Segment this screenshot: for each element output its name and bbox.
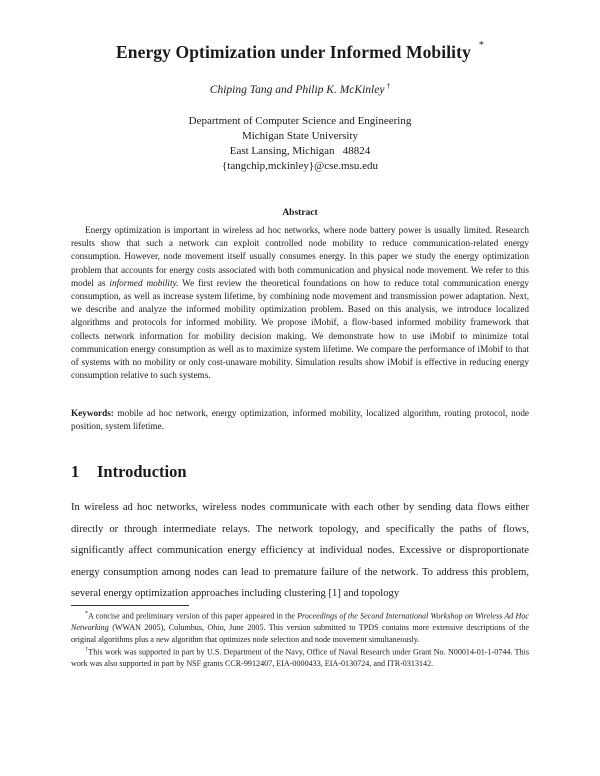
affiliation-block: [0, 114, 600, 174]
footnote-2: [71, 645, 529, 670]
abstract-emphasis: informed mobility.: [109, 277, 179, 288]
introduction-paragraph: In wireless ad hoc networks, wireless nodes communicate with each other by sending data flows either directly or through intermediate relays. The network topology, and specifically the paths of flows, significantly affect communication energy efficiency at individual nodes. Excessive or disproportionate energy consumption among nodes can lead to premature failure of the network. To address this problem, several energy optimization approaches including clustering [1] and topology: [71, 502, 529, 600]
affiliation-location: East Lansing, Michigan 48824: [229, 145, 371, 157]
footnote-divider: [71, 605, 189, 606]
author-line: [0, 81, 600, 96]
author-footnote-mark: †: [386, 81, 391, 90]
title-footnote-mark: *: [478, 40, 485, 52]
footnote-2-mark: †: [85, 646, 89, 653]
abstract-body: [71, 224, 529, 382]
abstract-text-part1: Energy optimization is important in wireless ad hoc networks, where node battery power is usually limited. Research results show that such a network can exploit controlled node mobility to reduce communication-related energy consumption. However, node movement itself usually consumes energy. In this paper we study the energy optimization problem that accounts for energy costs associated with both communication and physical node movement. We refer to this model as: [71, 225, 529, 288]
affiliation-department: Department of Computer Science and Engineering: [188, 115, 412, 127]
footnote-1-text-b: (WWAN 2005), Columbus, Ohio, June 2005. This version submitted to TPDS contains more extensive descriptions of the original algorithms plus a new algorithm that optimizes node selection and node movement simultaneously.: [71, 623, 529, 644]
section-number: 1: [71, 462, 80, 481]
affiliation-email: {tangchip,mckinley}@cse.msu.edu: [221, 160, 378, 172]
keywords: [71, 407, 529, 433]
keywords-label: Keywords:: [71, 408, 114, 418]
footnote-2-text: This work was supported in part by U.S. Department of the Navy, Office of Naval Research under Grant No. N00014-01-1-0744. This work was also supported in part by NSF grants CCR-9912407, EIA-0000433, EIA-0130724, and ITR-0313142.: [71, 647, 530, 668]
paper-title: [0, 42, 600, 63]
abstract-text-part2: We first review the theoretical foundations on how to reduce total communication energy consumption, as well as increase system lifetime, by combining node movement and transmission power adaptation. Next, we describe and analyze the informed mobility optimization problem. Based on this analysis, we introduce localized algorithms and protocols for informed mobility. We propose iMobif, a flow-based informed mobility framework that collects network information for mobility decision making. We demonstrate how to use iMobif to minimize total communication energy consumption as well as to maximize system lifetime. We compare the performance of iMobif to that of systems with no mobility or only cost-unaware mobility. Simulation results show iMobif is effective in reducing energy consumption relative to such systems.: [71, 277, 530, 381]
section-heading-introduction: [71, 462, 187, 482]
footnotes: [71, 609, 529, 669]
footnote-1-text-a: A concise and preliminary version of this paper appeared in the: [88, 611, 298, 621]
footnote-1-mark: *: [85, 611, 88, 617]
section-title: Introduction: [97, 462, 187, 481]
keywords-list: mobile ad hoc network, energy optimization, informed mobility, localized algorithm, routing protocol, node position, system lifetime.: [71, 408, 529, 432]
footnote-1: [71, 609, 529, 645]
author-names: Chiping Tang and Philip K. McKinley: [209, 83, 385, 96]
abstract-heading: Abstract: [282, 208, 318, 218]
affiliation-university: Michigan State University: [241, 130, 359, 142]
footnote-1-venue: Proceedings of the Second International Workshop on Wireless Ad Hoc Networking: [71, 611, 530, 633]
paper-title-text: Energy Optimization under Informed Mobility: [115, 42, 471, 62]
